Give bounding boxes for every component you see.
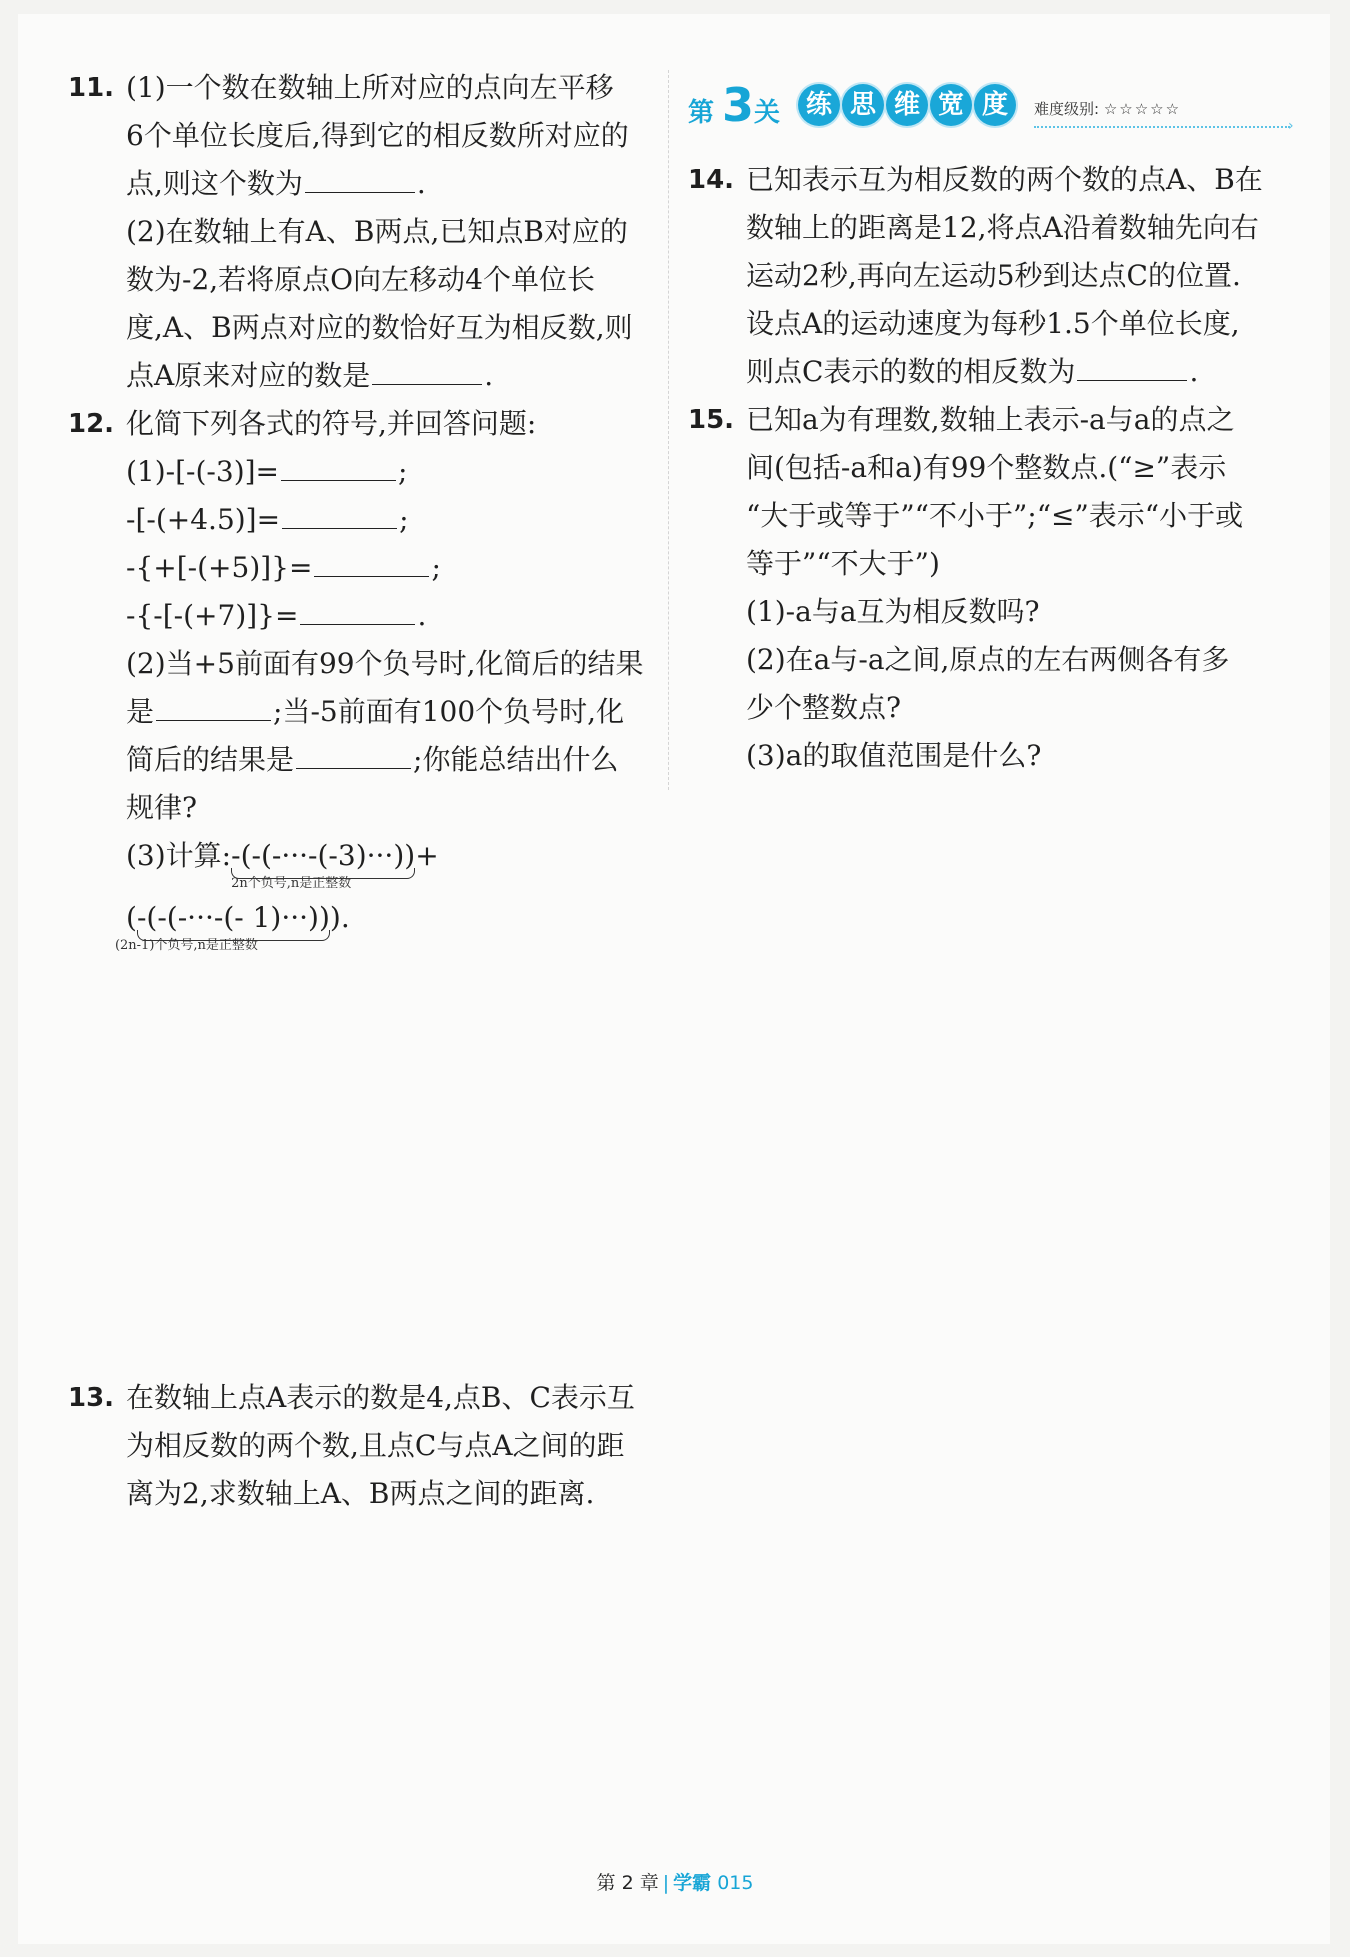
section-header xyxy=(688,78,1294,144)
answer-blank xyxy=(282,500,397,529)
q15-sub2-line1: (2)在a与-a之间,原点的左右两侧各有多 xyxy=(746,643,1230,676)
q13-line3: 离为2,求数轴上A、B两点之间的距离. xyxy=(126,1477,595,1510)
chevron-right-icon: › xyxy=(1288,118,1294,134)
question-number: 13. xyxy=(68,1383,115,1413)
q13-line1: 在数轴上点A表示的数是4,点B、C表示互 xyxy=(126,1381,635,1414)
q11-part1-line1: (1)一个数在数轴上所对应的点向左平移 xyxy=(126,71,614,104)
q13-line2: 为相反数的两个数,且点C与点A之间的距 xyxy=(126,1429,625,1462)
answer-blank xyxy=(156,692,271,721)
q12-part2-line2 xyxy=(126,688,660,736)
q15-sub2-line2: 少个整数点? xyxy=(746,691,902,724)
underbrace-note: 2n个负号,n是正整数 xyxy=(231,876,352,891)
section-title-char: 度 xyxy=(974,84,1016,126)
q12-part2-line1: (2)当+5前面有99个负号时,化简后的结果 xyxy=(126,647,644,680)
punctuation: ; xyxy=(399,503,409,536)
expression: -{-[-(+7)]}= xyxy=(126,599,299,632)
q12-expr-2 xyxy=(126,496,660,544)
left-column-bottom xyxy=(68,1374,660,1518)
q14-line3: 运动2秒,再向左运动5秒到达点C的位置. xyxy=(746,259,1241,292)
punctuation: . xyxy=(1189,355,1199,388)
answer-blank xyxy=(281,452,396,481)
question-11 xyxy=(68,64,660,400)
expression: (1)-[-(-3)]= xyxy=(126,455,280,488)
section-title-char: 思 xyxy=(842,84,884,126)
section-title-char: 练 xyxy=(798,84,840,126)
left-column xyxy=(68,64,660,956)
close-paren: ). xyxy=(329,901,350,934)
q15-line3: “大于或等于”“不小于”;“≤”表示“小于或 xyxy=(746,499,1244,532)
section-title-char: 维 xyxy=(886,84,928,126)
answer-blank xyxy=(305,164,415,193)
q15-sub1: (1)-a与a互为相反数吗? xyxy=(746,595,1040,628)
part3-label: (3)计算: xyxy=(126,839,232,872)
page-footer xyxy=(0,1868,1350,1895)
q15-line1: 已知a为有理数,数轴上表示-a与a的点之 xyxy=(746,403,1235,436)
page-number: 015 xyxy=(717,1872,754,1894)
q12-intro: 化简下列各式的符号,并回答问题: xyxy=(126,407,537,440)
question-number: 14. xyxy=(688,165,735,195)
punctuation: ; xyxy=(398,455,408,488)
q15-sub3: (3)a的取值范围是什么? xyxy=(746,739,1042,772)
q11-part2-line3: 度,A、B两点对应的数恰好互为相反数,则 xyxy=(126,311,633,344)
text: 则点C表示的数的相反数为 xyxy=(746,355,1076,388)
open-paren: ( xyxy=(126,901,137,934)
dotted-rule xyxy=(1034,126,1290,128)
punctuation: . xyxy=(417,599,427,632)
section-title xyxy=(798,84,1016,126)
q12-part2-line4: 规律? xyxy=(126,791,198,824)
question-number: 15. xyxy=(688,405,735,435)
q12-part2-line3 xyxy=(126,736,660,784)
plus-sign: + xyxy=(415,839,439,872)
underbrace-expression-2 xyxy=(114,894,330,953)
answer-blank xyxy=(372,356,482,385)
column-divider xyxy=(668,70,669,790)
right-column xyxy=(688,156,1288,780)
answer-blank xyxy=(300,596,415,625)
question-15 xyxy=(688,396,1288,780)
answer-blank xyxy=(314,548,429,577)
text: 简后的结果是 xyxy=(126,743,295,776)
punctuation: . xyxy=(484,359,494,392)
q11-part1-text: 点,则这个数为 xyxy=(126,167,303,200)
brand-label: 学霸 xyxy=(673,1872,712,1894)
punctuation: ; xyxy=(431,551,441,584)
answer-blank xyxy=(1077,352,1187,381)
difficulty-label: 难度级别: xyxy=(1034,100,1100,118)
difficulty-level xyxy=(1034,98,1181,119)
nested-negation-expression: -(-(-···-(- 1)···)) xyxy=(136,901,330,934)
question-number: 11. xyxy=(68,73,115,103)
expression: -{+[-(+5)]}= xyxy=(126,551,313,584)
q14-line2: 数轴上的距离是12,将点A沿着数轴先向右 xyxy=(746,211,1259,244)
question-12 xyxy=(68,400,660,956)
section-suffix: 关 xyxy=(754,98,781,128)
footer-separator: | xyxy=(662,1872,670,1894)
text: ;你能总结出什么 xyxy=(413,743,619,776)
q14-line1: 已知表示互为相反数的两个数的点A、B在 xyxy=(746,163,1263,196)
q11-part1-line3 xyxy=(126,160,660,208)
q11-part2-line4 xyxy=(126,352,660,400)
chapter-label: 第 2 章 xyxy=(596,1872,659,1894)
nested-negation-expression: -(-(-···-(-3)···)) xyxy=(231,839,416,872)
text: ;当-5前面有100个负号时,化 xyxy=(273,695,625,728)
q11-part2-line1: (2)在数轴上有A、B两点,已知点B对应的 xyxy=(126,215,628,248)
difficulty-stars-icon: ☆☆☆☆☆ xyxy=(1103,100,1182,118)
q12-part3-line2 xyxy=(114,894,660,956)
q15-line4: 等于”“不大于”) xyxy=(746,547,940,580)
q14-line5 xyxy=(746,348,1288,396)
q12-expr-4 xyxy=(126,592,660,640)
q11-part2-text: 点A原来对应的数是 xyxy=(126,359,371,392)
underbrace-note: (2n-1)个负号,n是正整数 xyxy=(114,938,258,953)
q12-part3-line1 xyxy=(126,832,660,894)
underbrace-expression-1 xyxy=(231,832,416,891)
q14-line4: 设点A的运动速度为每秒1.5个单位长度, xyxy=(746,307,1240,340)
expression: -[-(+4.5)]= xyxy=(126,503,281,536)
punctuation: . xyxy=(416,167,426,200)
section-prefix: 第 xyxy=(688,98,715,128)
q11-part2-line2: 数为-2,若将原点O向左移动4个单位长 xyxy=(126,263,595,296)
section-title-char: 宽 xyxy=(930,84,972,126)
question-13 xyxy=(68,1374,660,1518)
question-14 xyxy=(688,156,1288,396)
section-number: 3 xyxy=(722,78,755,132)
question-number: 12. xyxy=(68,409,115,439)
q11-part1-line2: 6个单位长度后,得到它的相反数所对应的 xyxy=(126,119,629,152)
answer-blank xyxy=(296,740,411,769)
q12-expr-3 xyxy=(126,544,660,592)
q15-line2: 间(包括-a和a)有99个整数点.(“≥”表示 xyxy=(746,451,1227,484)
q12-expr-1 xyxy=(126,448,660,496)
text: 是 xyxy=(126,695,155,728)
